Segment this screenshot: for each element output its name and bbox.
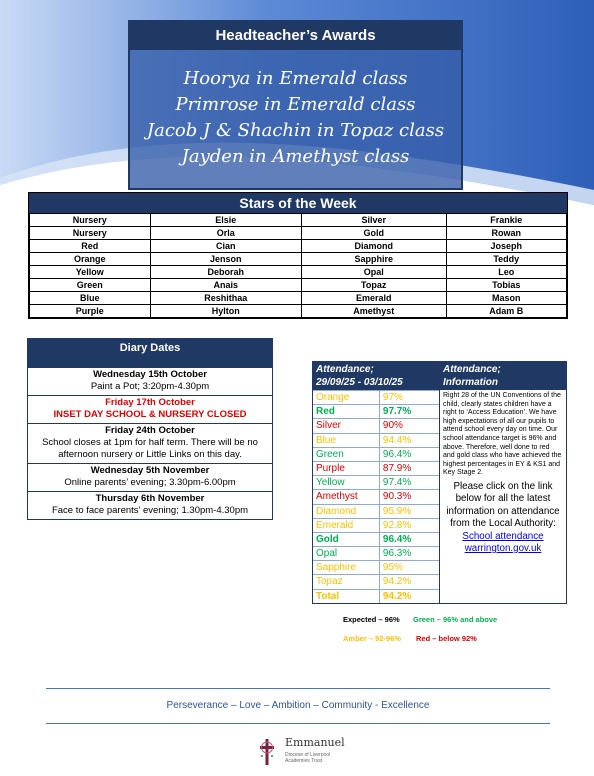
attendance-percentage: 96.4% bbox=[379, 448, 439, 461]
table-cell: Elsie bbox=[150, 214, 301, 227]
attendance-row bbox=[313, 504, 439, 518]
table-cell: Green bbox=[30, 279, 151, 292]
attendance-percentage: 90% bbox=[379, 419, 439, 432]
diary-entry bbox=[28, 463, 272, 491]
attendance-class: Emerald bbox=[316, 519, 354, 531]
attendance-percentage: 95.9% bbox=[379, 505, 439, 518]
key-red: Red – below 92% bbox=[416, 634, 477, 643]
table-cell: Cian bbox=[150, 240, 301, 253]
school-values-motto: Perseverance – Love – Ambition – Community - Excellence bbox=[46, 688, 550, 724]
table-cell: Jenson bbox=[150, 253, 301, 266]
table-row bbox=[30, 305, 567, 318]
table-cell: Emerald bbox=[301, 292, 446, 305]
attendance-percentage: 92.8% bbox=[379, 519, 439, 532]
diary-date: Thursday 6th November bbox=[95, 493, 205, 504]
attendance-row bbox=[313, 532, 439, 546]
award-name: Primrose in Emerald class bbox=[175, 94, 416, 115]
diary-date: Friday 24th October bbox=[105, 425, 195, 436]
attendance-class: Silver bbox=[316, 420, 342, 432]
table-cell: Hylton bbox=[150, 305, 301, 318]
award-name: Jacob J & Shachin in Topaz class bbox=[146, 120, 445, 141]
table-cell: Teddy bbox=[446, 253, 567, 266]
stars-title: Stars of the Week bbox=[29, 193, 567, 213]
attendance-class: Orange bbox=[316, 392, 350, 403]
awards-title: Headteacher’s Awards bbox=[130, 22, 461, 50]
attendance-class: Amethyst bbox=[316, 491, 358, 503]
attendance-class: Green bbox=[316, 448, 344, 460]
attendance-class: Purple bbox=[316, 462, 345, 474]
attendance-percentage: 94.2% bbox=[379, 575, 439, 588]
attendance-percentage: 90.3% bbox=[379, 490, 439, 503]
key-expected: Expected – 96% bbox=[343, 615, 400, 624]
attendance-percentage: 96.4% bbox=[379, 533, 439, 546]
cross-emblem-icon bbox=[258, 738, 276, 766]
table-cell: Yellow bbox=[30, 266, 151, 279]
attendance-percentage: 95% bbox=[379, 561, 439, 574]
diary-entry bbox=[28, 423, 272, 463]
attendance-heading bbox=[313, 362, 439, 390]
attendance-info-heading bbox=[440, 362, 566, 390]
trust-logo bbox=[258, 736, 358, 772]
table-cell: Purple bbox=[30, 305, 151, 318]
attendance-class: Total bbox=[316, 590, 340, 602]
table-cell: Adam B bbox=[446, 305, 567, 318]
diary-detail: School closes at 1pm for half term. There will be no afternoon nursery or Little Links on this day. bbox=[42, 437, 258, 460]
award-name: Jayden in Amethyst class bbox=[181, 146, 410, 167]
attendance-percentage: 96.3% bbox=[379, 547, 439, 560]
table-row bbox=[30, 253, 567, 266]
award-name: Hoorya in Emerald class bbox=[183, 68, 408, 89]
table-cell: Frankie bbox=[446, 214, 567, 227]
attendance-row bbox=[313, 404, 439, 418]
diary-date: Friday 17th October bbox=[105, 397, 195, 408]
attendance-row bbox=[313, 589, 439, 603]
table-cell: Reshithaa bbox=[150, 292, 301, 305]
key-amber: Amber – 92-96% bbox=[343, 634, 401, 643]
table-cell: Opal bbox=[301, 266, 446, 279]
attendance-row bbox=[313, 475, 439, 489]
table-row bbox=[30, 292, 567, 305]
table-cell: Amethyst bbox=[301, 305, 446, 318]
table-cell: Diamond bbox=[301, 240, 446, 253]
diary-date: Wednesday 15th October bbox=[93, 369, 207, 380]
attendance-class: Topaz bbox=[316, 576, 343, 588]
table-cell: Orange bbox=[30, 253, 151, 266]
attendance-row bbox=[313, 447, 439, 461]
attendance-row bbox=[313, 489, 439, 503]
attendance-information bbox=[439, 361, 567, 604]
logo-subtitle: Academies Trust bbox=[285, 758, 323, 764]
logo-name: Emmanuel bbox=[285, 736, 345, 749]
table-cell: Deborah bbox=[150, 266, 301, 279]
attendance-class: Opal bbox=[316, 548, 338, 560]
table-row bbox=[30, 279, 567, 292]
attendance-table bbox=[312, 361, 440, 604]
attendance-row bbox=[313, 574, 439, 588]
table-row bbox=[30, 227, 567, 240]
attendance-row bbox=[313, 560, 439, 574]
attendance-heading-line1: Attendance; bbox=[316, 364, 374, 375]
table-cell: Gold bbox=[301, 227, 446, 240]
attendance-percentage: 87.9% bbox=[379, 462, 439, 475]
attendance-percentage: 94.4% bbox=[379, 434, 439, 447]
table-row bbox=[30, 266, 567, 279]
table-cell: Joseph bbox=[446, 240, 567, 253]
stars-table bbox=[29, 213, 567, 318]
attendance-heading-line2: 29/09/25 - 03/10/25 bbox=[316, 377, 403, 388]
attendance-row bbox=[313, 546, 439, 560]
attendance-info-heading-line2: Information bbox=[443, 377, 498, 388]
key-green: Green – 96% and above bbox=[413, 615, 498, 624]
diary-detail: Face to face parents’ evening; 1.30pm-4.30pm bbox=[51, 505, 249, 516]
attendance-percentage: 97.7% bbox=[379, 405, 439, 418]
table-cell: Nursery bbox=[30, 214, 151, 227]
diary-detail: Paint a Pot; 3:20pm-4.30pm bbox=[90, 381, 210, 392]
diary-date: Wednesday 5th November bbox=[90, 465, 210, 476]
attendance-class: Red bbox=[316, 406, 335, 418]
diary-title: Diary Dates bbox=[28, 339, 272, 367]
diary-detail: INSET DAY SCHOOL & NURSERY CLOSED bbox=[53, 409, 247, 420]
attendance-row bbox=[313, 461, 439, 475]
diary-dates-panel bbox=[27, 338, 273, 520]
logo-subtitle: Diocese of Liverpool bbox=[285, 752, 331, 758]
attendance-percentage: 97% bbox=[379, 391, 439, 404]
diary-entry bbox=[28, 395, 272, 423]
diary-detail: Online parents’ evening; 3.30pm-6.00pm bbox=[64, 477, 236, 488]
attendance-class: Yellow bbox=[316, 477, 345, 489]
table-cell: Silver bbox=[301, 214, 446, 227]
table-cell: Leo bbox=[446, 266, 567, 279]
table-cell: Anais bbox=[150, 279, 301, 292]
stars-of-the-week-panel bbox=[28, 192, 568, 319]
table-row bbox=[30, 214, 567, 227]
attendance-percentage: 94.2% bbox=[379, 590, 439, 603]
attendance-class: Sapphire bbox=[316, 562, 357, 574]
attendance-class: Diamond bbox=[316, 505, 357, 517]
attendance-row bbox=[313, 390, 439, 404]
headteachers-awards-panel bbox=[128, 20, 463, 190]
attendance-panel bbox=[312, 361, 566, 604]
table-cell: Tobias bbox=[446, 279, 567, 292]
table-cell: Red bbox=[30, 240, 151, 253]
attendance-info-body: Right 28 of the UN Conventions of the child, clearly states children have a right to ‘Access Education’. We have high expectations of all our pupils to attend school every day on time. Our school attendance target is 96% and above. Therefore, well done to red and gold class who have achieved the highest percentages in EY & KS1 and Key Stage 2. bbox=[443, 392, 562, 477]
attendance-info-heading-line1: Attendance; bbox=[443, 364, 501, 375]
table-cell: Mason bbox=[446, 292, 567, 305]
table-cell: Blue bbox=[30, 292, 151, 305]
attendance-class: Gold bbox=[316, 533, 339, 545]
school-attendance-link[interactable]: School attendance warrington.gov.uk bbox=[462, 530, 544, 554]
attendance-link-prompt: Please click on the link below for all the latest information on attendance from the Local Authority: bbox=[446, 480, 560, 530]
table-cell: Sapphire bbox=[301, 253, 446, 266]
diary-entry bbox=[28, 367, 272, 395]
attendance-row bbox=[313, 433, 439, 447]
table-cell: Orla bbox=[150, 227, 301, 240]
attendance-percentage: 97.4% bbox=[379, 476, 439, 489]
table-cell: Topaz bbox=[301, 279, 446, 292]
table-cell: Rowan bbox=[446, 227, 567, 240]
attendance-row bbox=[313, 518, 439, 532]
attendance-class: Blue bbox=[316, 434, 337, 446]
attendance-row bbox=[313, 418, 439, 432]
table-cell: Nursery bbox=[30, 227, 151, 240]
diary-entry bbox=[28, 491, 272, 519]
table-row bbox=[30, 240, 567, 253]
